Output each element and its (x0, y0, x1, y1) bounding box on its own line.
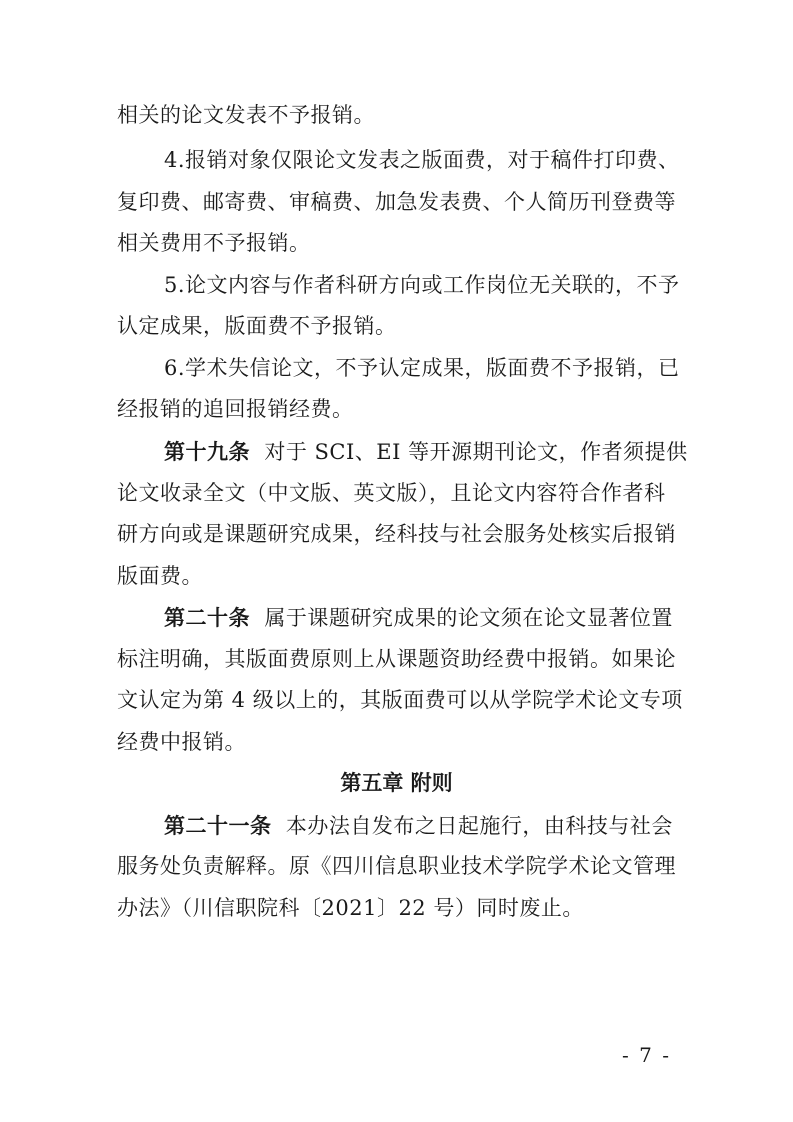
article-20-text: 属于课题研究成果的论文须在论文显著位置 (264, 606, 673, 630)
article-19-first-line (164, 431, 688, 472)
article-19-text: 对于 SCI、EI 等开源期刊论文，作者须提供 (264, 440, 688, 464)
article-20-first-line (164, 597, 677, 638)
paragraph-line: 6.学术失信论文，不予认定成果，版面费不予报销，已 (164, 356, 680, 380)
paragraph-line: 相关费用不予报销。 (117, 231, 311, 255)
article-21-first-line (164, 805, 677, 846)
paragraph-line: 经报销的追回报销经费。 (117, 397, 354, 421)
paragraph-line: 版面费。 (117, 564, 203, 588)
paragraph-line: 相关的论文发表不予报销。 (117, 103, 375, 127)
article-21-text: 本办法自发布之日起施行，由科技与社会 (285, 814, 673, 838)
paragraph-line: 办法》（川信职院科〔2021〕22 号）同时废止。 (117, 896, 584, 920)
paragraph-line: 文认定为第 4 级以上的，其版面费可以从学院学术论文专项 (117, 688, 683, 712)
paragraph-line: 4.报销对象仅限论文发表之版面费，对于稿件打印费、 (164, 148, 680, 172)
paragraph-line: 论文收录全文（中文版、英文版），且论文内容符合作者科 (117, 481, 666, 505)
paragraph-line: 复印费、邮寄费、审稿费、加急发表费、个人简历刊登费等 (117, 190, 676, 214)
paragraph-line: 研方向或是课题研究成果，经科技与社会服务处核实后报销 (117, 522, 676, 546)
page-number: - 7 - (622, 1043, 671, 1067)
paragraph-line: 标注明确，其版面费原则上从课题资助经费中报销。如果论 (117, 647, 676, 671)
paragraph-line: 服务处负责解释。原《四川信息职业技术学院学术论文管理 (117, 854, 676, 878)
article-20-label: 第二十条 (164, 605, 250, 630)
article-21-label: 第二十一条 (164, 813, 272, 838)
chapter-heading: 第五章 附则 (340, 771, 453, 795)
article-19-label: 第十九条 (164, 439, 250, 464)
paragraph-line: 认定成果，版面费不予报销。 (117, 314, 397, 338)
paragraph-line: 5.论文内容与作者科研方向或工作岗位无关联的，不予 (164, 273, 680, 297)
paragraph-line: 经费中报销。 (117, 730, 246, 754)
